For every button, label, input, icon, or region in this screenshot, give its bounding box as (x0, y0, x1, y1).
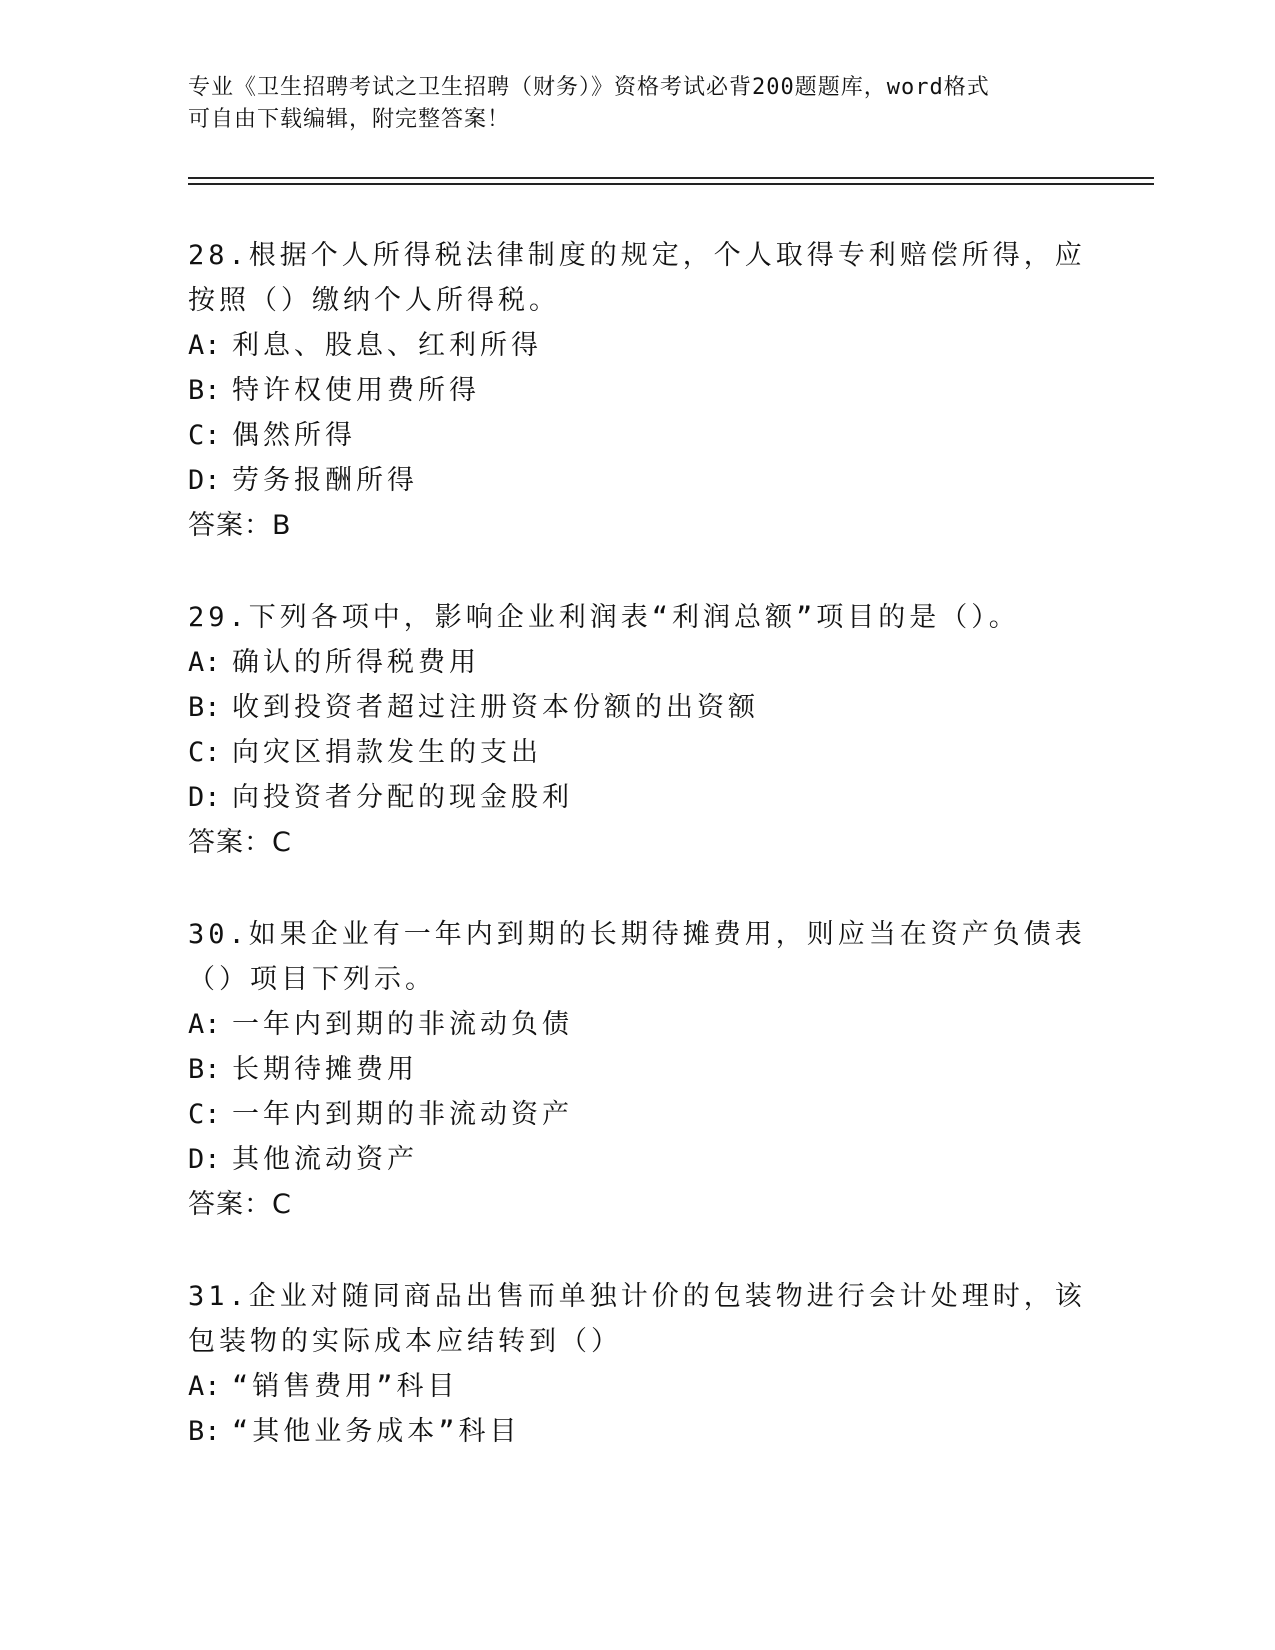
answer-label: 答案：B (188, 510, 292, 541)
option-text: 向灾区捐款发生的支出 (232, 737, 542, 768)
option-text: 偶然所得 (232, 420, 356, 451)
document-header (188, 72, 1068, 136)
option-b (188, 368, 1088, 413)
option-letter: C: (188, 420, 221, 451)
header-line-2: 可自由下载编辑，附完整答案！ (188, 107, 511, 132)
option-letter: A: (188, 330, 221, 361)
option-text: 一年内到期的非流动负债 (232, 1009, 573, 1040)
option-text: 长期待摊费用 (232, 1054, 418, 1085)
option-text: 其他流动资产 (232, 1144, 418, 1175)
option-letter: A: (188, 647, 221, 678)
question-list (188, 233, 1088, 1500)
option-letter: B: (188, 1054, 221, 1085)
option-b (188, 1409, 1088, 1454)
option-text: 确认的所得税费用 (232, 647, 480, 678)
header-divider-bottom (188, 183, 1154, 185)
answer-label: 答案：C (188, 827, 292, 858)
option-b (188, 685, 1088, 730)
question-28 (188, 233, 1088, 549)
option-d (188, 458, 1088, 503)
option-text: “其他业务成本”科目 (232, 1416, 521, 1447)
option-text: 利息、股息、红利所得 (232, 330, 542, 361)
option-a (188, 323, 1088, 368)
option-letter: B: (188, 375, 221, 406)
question-29 (188, 595, 1088, 866)
option-a (188, 1002, 1088, 1047)
question-stem: 29.下列各项中，影响企业利润表“利润总额”项目的是（）。 (188, 602, 1020, 633)
question-stem: 30.如果企业有一年内到期的长期待摊费用，则应当在资产负债表（）项目下列示。 (188, 919, 1086, 995)
option-letter: D: (188, 782, 221, 813)
option-text: 一年内到期的非流动资产 (232, 1099, 573, 1130)
option-letter: D: (188, 1144, 221, 1175)
option-d (188, 775, 1088, 820)
option-text: 劳务报酬所得 (232, 465, 418, 496)
question-stem: 31.企业对随同商品出售而单独计价的包装物进行会计处理时，该包装物的实际成本应结转到（） (188, 1281, 1086, 1357)
option-c (188, 1092, 1088, 1137)
option-letter: A: (188, 1371, 221, 1402)
option-c (188, 413, 1088, 458)
option-a (188, 640, 1088, 685)
option-text: “销售费用”科目 (232, 1371, 459, 1402)
option-text: 向投资者分配的现金股利 (232, 782, 573, 813)
option-text: 特许权使用费所得 (232, 375, 480, 406)
question-stem: 28.根据个人所得税法律制度的规定，个人取得专利赔偿所得，应按照（）缴纳个人所得税。 (188, 240, 1086, 316)
option-letter: B: (188, 692, 221, 723)
option-c (188, 730, 1088, 775)
option-letter: A: (188, 1009, 221, 1040)
option-letter: B: (188, 1416, 221, 1447)
option-a (188, 1364, 1088, 1409)
question-30 (188, 912, 1088, 1228)
answer-label: 答案：C (188, 1189, 292, 1220)
header-divider-top (188, 177, 1154, 179)
option-d (188, 1137, 1088, 1182)
option-letter: C: (188, 737, 221, 768)
header-line-1: 专业《卫生招聘考试之卫生招聘（财务）》资格考试必背200题题库，word格式 (188, 75, 990, 100)
option-b (188, 1047, 1088, 1092)
option-letter: C: (188, 1099, 221, 1130)
option-text: 收到投资者超过注册资本份额的出资额 (232, 692, 759, 723)
option-letter: D: (188, 465, 221, 496)
question-31 (188, 1274, 1088, 1454)
